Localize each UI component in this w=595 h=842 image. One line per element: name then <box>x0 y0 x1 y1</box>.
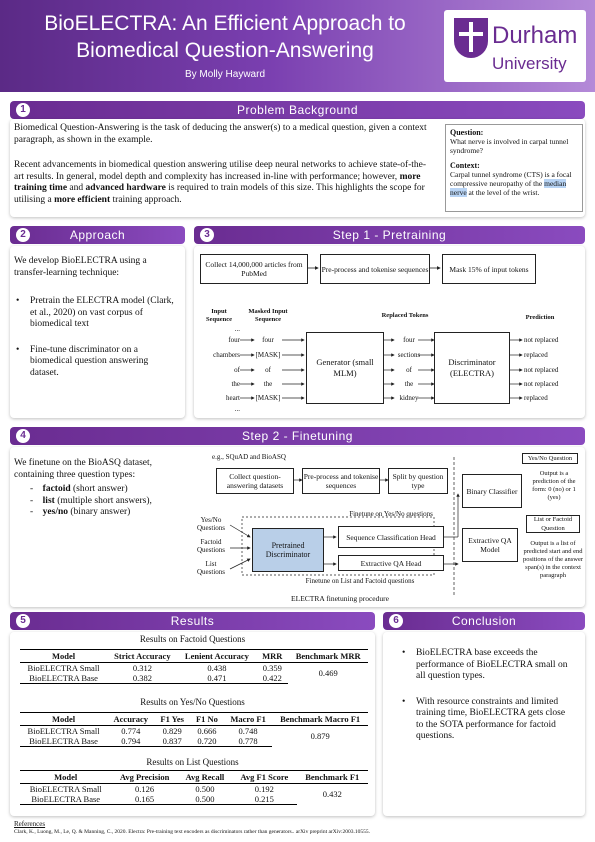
binary-output-description: Output is a prediction of the form: 0 (no) or 1 (yes) <box>532 470 576 501</box>
extractive-output-description: Output is a list of predicted start and end positions of the answer span(s) in the context paragraph <box>522 540 584 579</box>
table-cell: BioELECTRA Base <box>20 673 107 684</box>
column-header: Lenient Accuracy <box>178 650 257 663</box>
finetuning-caption: ELECTRA finetuning procedure <box>291 594 389 603</box>
table-cell: 0.720 <box>190 736 224 747</box>
table-cell: 0.500 <box>178 794 232 805</box>
text-span: training approach. <box>110 194 182 205</box>
context-text <box>450 170 578 197</box>
qa-example-box <box>445 124 583 212</box>
references-heading: References <box>14 820 46 828</box>
list-item: - factoid (short answer) <box>30 484 128 494</box>
text-span: (short answer) <box>70 484 128 494</box>
table-cell: 0.165 <box>111 794 177 805</box>
section-bar-results <box>10 612 375 630</box>
benchmark-cell: 0.432 <box>322 789 342 800</box>
replaced-token: four <box>403 336 415 344</box>
table-cell: BioELECTRA Small <box>27 663 100 673</box>
table-cell: 0.829 <box>162 726 182 736</box>
conclusion-list <box>400 648 572 743</box>
list-factoid-tag: List or Factoid Question <box>526 515 580 533</box>
title-line-1: BioELECTRA: An Efficient Approach to <box>44 12 406 35</box>
column-header: Benchmark MRR <box>288 650 368 663</box>
bold-span: factoid <box>42 484 71 494</box>
table-cell: 0.359 <box>262 663 282 673</box>
section-title: Conclusion <box>451 614 517 628</box>
table-header-row <box>20 650 368 663</box>
question-text: What nerve is involved in carpal tunnel syndrome? <box>450 137 569 155</box>
table-cell: 0.471 <box>178 673 257 684</box>
prediction-heading: Prediction <box>525 314 555 321</box>
bold-span: advanced hardware <box>85 183 166 193</box>
approach-intro: We develop BioELECTRA using a transfer-learning technique: <box>14 256 147 278</box>
input-token: chambers <box>213 351 240 359</box>
table-cell: BioELECTRA Base <box>20 736 107 747</box>
table-cell: 0.778 <box>224 736 272 747</box>
extractive-qa-head: Extractive QA Head <box>338 555 444 571</box>
problem-paragraph-2 <box>14 160 434 206</box>
table-cell: 0.382 <box>107 673 178 684</box>
table-cell: 0.422 <box>256 673 288 684</box>
list-item: • With resource constraints and limited training time, BioELECTRA gets close to the SOTA performance for factoid questions. <box>400 697 572 743</box>
column-header: Strict Accuracy <box>107 650 178 663</box>
column-header: F1 No <box>190 713 224 726</box>
replaced-token: of <box>406 366 412 374</box>
finetune-list-label: Finetune on List and Factoid questions <box>305 577 415 585</box>
column-header: Accuracy <box>107 713 154 726</box>
poster-title <box>10 10 440 64</box>
table-row <box>20 784 368 795</box>
replaced-token: sections <box>397 351 421 359</box>
factoid-table-caption: Results on Factoid Questions <box>139 634 246 644</box>
list-results-table <box>20 770 368 805</box>
table-cell: 0.748 <box>238 726 258 736</box>
input-token: of <box>234 366 240 374</box>
list-item: • Fine-tune discriminator on a biomedical question answering dataset. <box>14 345 179 380</box>
bold-span: more training time <box>14 171 421 193</box>
factoid-results-table <box>20 649 368 684</box>
text-span: Recent advancements in biomedical question answering utilise deep neural networks to achieve state-of-the-art results. In general, model depth and complexity has increased in-line with performance; however, <box>14 160 427 182</box>
text-span: at the level of the wrist. <box>466 188 540 197</box>
mask-tokens-box: Mask 15% of input tokens <box>442 254 536 284</box>
column-header: Avg Precision <box>111 771 177 784</box>
logo-text-university: University <box>492 54 567 73</box>
table-cell: 0.837 <box>154 736 190 747</box>
table-cell: 0.500 <box>195 784 215 794</box>
table-cell: 0.192 <box>254 784 274 794</box>
table-cell: 0.312 <box>132 663 152 673</box>
benchmark-cell: 0.879 <box>310 731 330 742</box>
masked-token: of <box>265 366 271 374</box>
section-bar-pretraining <box>194 226 585 244</box>
masked-token: four <box>262 336 274 344</box>
finetune-yesno-label: Finetune on Yes/No questions <box>349 510 433 518</box>
masked-sequence-heading: Masked Input Sequence <box>248 308 288 323</box>
section-bar-problem-background <box>10 101 585 119</box>
question-heading: Question: <box>450 128 484 137</box>
prediction-label: replaced <box>524 394 548 402</box>
table-cell: 0.666 <box>197 726 217 736</box>
input-token: heart <box>226 394 240 402</box>
collect-articles-box: Collect 14,000,000 articles from PubMed <box>200 254 308 284</box>
section-bar-conclusion <box>383 612 585 630</box>
table-cell: 0.215 <box>232 794 296 805</box>
section-title: Problem Background <box>236 103 359 117</box>
text-span: and <box>67 183 86 193</box>
column-header: Benchmark F1 <box>297 771 368 784</box>
input-token: four <box>228 336 240 344</box>
highlighted-answer: median nerve <box>450 179 567 197</box>
text-span: Carpal tunnel syndrome (CTS) is a focal compressive neuropathy of the <box>450 170 572 188</box>
masked-token: [MASK] <box>255 394 281 402</box>
binary-classifier-box: Binary Classifier <box>462 474 522 508</box>
generator-box: Generator (small MLM) <box>306 332 384 404</box>
context-heading: Context: <box>450 161 480 170</box>
replaced-token: the <box>404 380 414 388</box>
prediction-label: replaced <box>524 351 548 359</box>
input-token: ... <box>234 325 240 333</box>
yesno-question-tag: Yes/No Question <box>522 453 578 464</box>
table-header-row <box>20 713 368 726</box>
sequence-classification-head: Sequence Classification Head <box>338 526 444 548</box>
problem-paragraph-1: Biomedical Question-Answering is the task of deducing the answer(s) to a medical question, given a context paragraph, as shown in the example. <box>14 123 427 145</box>
yesno-questions-label: Yes/No Questions <box>197 516 225 532</box>
input-sequence-heading: Input Sequence <box>206 308 232 323</box>
section-number: 4 <box>16 429 30 443</box>
bold-span: more efficient <box>54 194 111 205</box>
table-header-row <box>20 771 368 784</box>
section-number: 2 <box>16 228 30 242</box>
section-number: 6 <box>389 614 403 628</box>
section-number: 1 <box>16 103 30 117</box>
factoid-questions-label: Factoid Questions <box>197 538 225 554</box>
column-header: Macro F1 <box>224 713 272 726</box>
masked-token: the <box>263 380 273 388</box>
text-span: (multiple short answers), <box>54 495 152 506</box>
bold-span: list <box>42 495 55 506</box>
replaced-token: kidney <box>399 394 419 402</box>
table-cell: 0.438 <box>207 663 227 673</box>
table-cell: 0.774 <box>121 726 141 736</box>
list-item: - list (multiple short answers), <box>30 495 152 506</box>
crest-icon <box>454 18 488 58</box>
dataset-examples: e.g., SQuAD and BioASQ <box>212 453 286 461</box>
list-questions-label: List Questions <box>197 560 225 576</box>
table-cell: BioELECTRA Small <box>27 726 100 736</box>
table-row <box>20 663 368 674</box>
yesno-results-table <box>20 712 368 747</box>
section-title: Step 1 - Pretraining <box>332 228 447 242</box>
list-table-caption: Results on List Questions <box>146 757 239 767</box>
column-header: F1 Yes <box>154 713 190 726</box>
logo-text-durham: Durham <box>492 22 578 49</box>
preprocess-box: Pre-process and tokenise sequences <box>302 468 380 494</box>
list-item: • BioELECTRA base exceeds the performance of BioELECTRA small on all question types. <box>400 648 572 683</box>
section-title: Approach <box>69 228 126 242</box>
poster-header <box>0 0 595 92</box>
table-row <box>20 726 368 737</box>
section-number: 3 <box>200 228 214 242</box>
table-cell: 0.126 <box>135 784 155 794</box>
preprocess-box: Pre-process and tokenise sequences <box>320 254 430 284</box>
input-token: the <box>231 380 240 388</box>
bold-span: yes/no <box>42 507 69 517</box>
extractive-qa-model-box: Extractive QA Model <box>462 528 518 562</box>
section-title: Results <box>170 614 215 628</box>
pretrained-discriminator-box: Pretrained Discriminator <box>252 528 324 572</box>
university-logo <box>444 10 586 82</box>
column-header: Avg Recall <box>178 771 232 784</box>
prediction-label: not replaced <box>524 336 559 344</box>
discriminator-box: Discriminator (ELECTRA) <box>434 332 510 404</box>
list-item: • Pretrain the ELECTRA model (Clark, et al., 2020) on vast corpus of biomedical text <box>14 296 179 331</box>
column-header: Avg F1 Score <box>232 771 296 784</box>
prediction-label: not replaced <box>524 366 559 374</box>
approach-list <box>14 296 179 379</box>
finetuning-intro: We finetune on the BioASQ dataset, containing three question types: <box>14 458 153 480</box>
column-header: Benchmark Macro F1 <box>272 713 368 726</box>
masked-token: [MASK] <box>255 351 281 359</box>
prediction-label: not replaced <box>524 380 559 388</box>
column-header: MRR <box>256 650 288 663</box>
column-header: Model <box>20 771 111 784</box>
section-bar-finetuning <box>10 427 585 445</box>
split-box: Split by question type <box>388 468 448 494</box>
column-header: Model <box>20 650 107 663</box>
yesno-table-caption: Results on Yes/No Questions <box>140 697 245 707</box>
collect-datasets-box: Collect question-answering datasets <box>216 468 294 494</box>
text-span: (binary answer) <box>68 507 131 517</box>
table-cell: BioELECTRA Small <box>29 784 102 794</box>
section-title: Step 2 - Finetuning <box>242 429 353 443</box>
replaced-tokens-heading: Replaced Tokens <box>381 312 429 319</box>
column-header: Model <box>20 713 107 726</box>
table-cell: BioELECTRA Base <box>20 794 111 805</box>
benchmark-cell: 0.469 <box>318 668 338 679</box>
reference-entry: Clark, K., Luong, M., Le, Q. & Manning, C., 2020. Electra: Pre-training text encoders as discriminators rather than generators.. arXiv preprint arXiv:2003.10555. <box>14 829 371 835</box>
list-item: - yes/no (binary answer) <box>30 507 131 517</box>
text-span: is required to train models of this size. This highlights the scope for utilising a <box>14 183 425 205</box>
input-token: ... <box>234 405 240 413</box>
section-number: 5 <box>16 614 30 628</box>
table-cell: 0.794 <box>107 736 154 747</box>
question-types-list <box>30 484 190 519</box>
title-line-2: Biomedical Question-Answering <box>76 39 374 62</box>
author: By Molly Hayward <box>184 69 266 80</box>
section-bar-approach <box>10 226 185 244</box>
